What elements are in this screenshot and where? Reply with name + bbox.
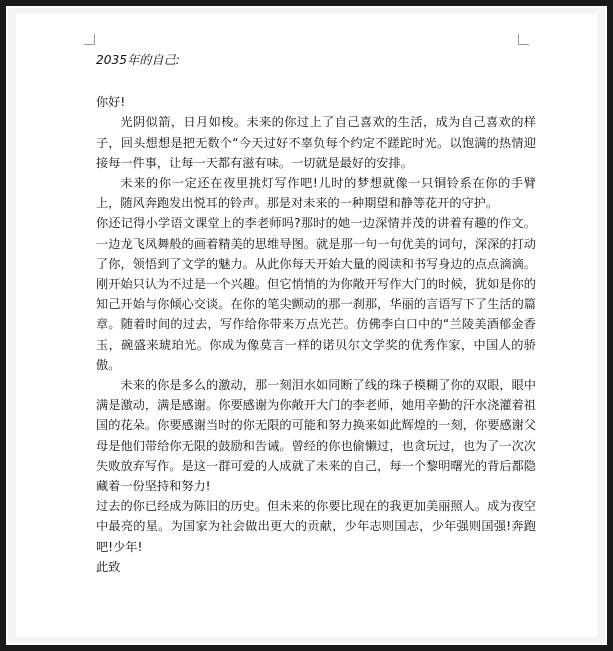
margin-corner-top-left bbox=[84, 34, 95, 45]
paragraph: 过去的你已经成为陈旧的历史。但未来的你要比现在的我更加美丽照人。成为夜空中最亮的星。为国家为社会做出更大的贡献，少年志则国志，少年强则国强!奔跑吧!少年! bbox=[96, 499, 536, 554]
letter-body bbox=[96, 50, 536, 577]
document-page bbox=[16, 14, 597, 637]
photo-frame bbox=[6, 6, 607, 645]
greeting: 你好! bbox=[96, 95, 126, 110]
closing: 此致 bbox=[96, 559, 121, 574]
paragraph: 未来的你一定还在夜里挑灯写作吧!儿时的梦想就像一只铜铃系在你的手臂上，随风奔跑发出悦耳的铃声。那是对未来的一种期望和静等花开的守护。 bbox=[96, 176, 536, 211]
paragraph: 你还记得小学语文课堂上的李老师吗?那时的她一边深情并茂的讲着有趣的作文。一边龙飞凤舞般的画着精美的思维导图。就是那一句一句优美的词句，深深的打动了你，领悟到了文学的魅力。从此你每天开始大量的阅读和书写身边的点点滴滴。刚开始只认为不过是一个兴趣。但它悄悄的为你敞开写作大门的时候，犹如是你的知己开始与你倾心交谈。在你的笔尖颤动的那一刹那，华丽的言语写下了生活的篇章。随着时间的过去，写作给你带来万点光芒。仿佛李白口中的“兰陵美酒郁金香玉，碗盛来琥珀光。你成为像莫言一样的诺贝尔文学奖的优秀作家，中国人的骄傲。 bbox=[96, 216, 536, 372]
paragraph: 未来的你是多么的激动，那一刻泪水如同断了线的珠子模糊了你的双眼，眼中满是激动，满是感谢。你要感谢为你敞开大门的李老师，她用辛勤的汗水浇灌着祖国的花朵。你要感谢当时的你无限的可能和努力换来如此辉煌的一刻，你要感谢父母是他们带给你无限的鼓励和告诫。曾经的你也偷懒过，也贪玩过，也为了一次次失败放弃写作。是这一群可爱的人成就了未来的自己，每一个黎明曙光的背后都隐藏着一份坚持和努力! bbox=[96, 378, 536, 494]
blank-line bbox=[96, 70, 536, 92]
paragraph: 光阴似箭，日月如梭。未来的你过上了自己喜欢的生活，成为自己喜欢的样子，回头想想是把无数个“今天过好不辜负每个约定不蹉跎时光。以饱满的热情迎接每一件事，让每一天都有滋有味。一切就是最好的安排。 bbox=[96, 115, 536, 170]
margin-corner-top-right bbox=[518, 34, 529, 45]
letter-heading: 2035年的自己: bbox=[96, 53, 180, 67]
